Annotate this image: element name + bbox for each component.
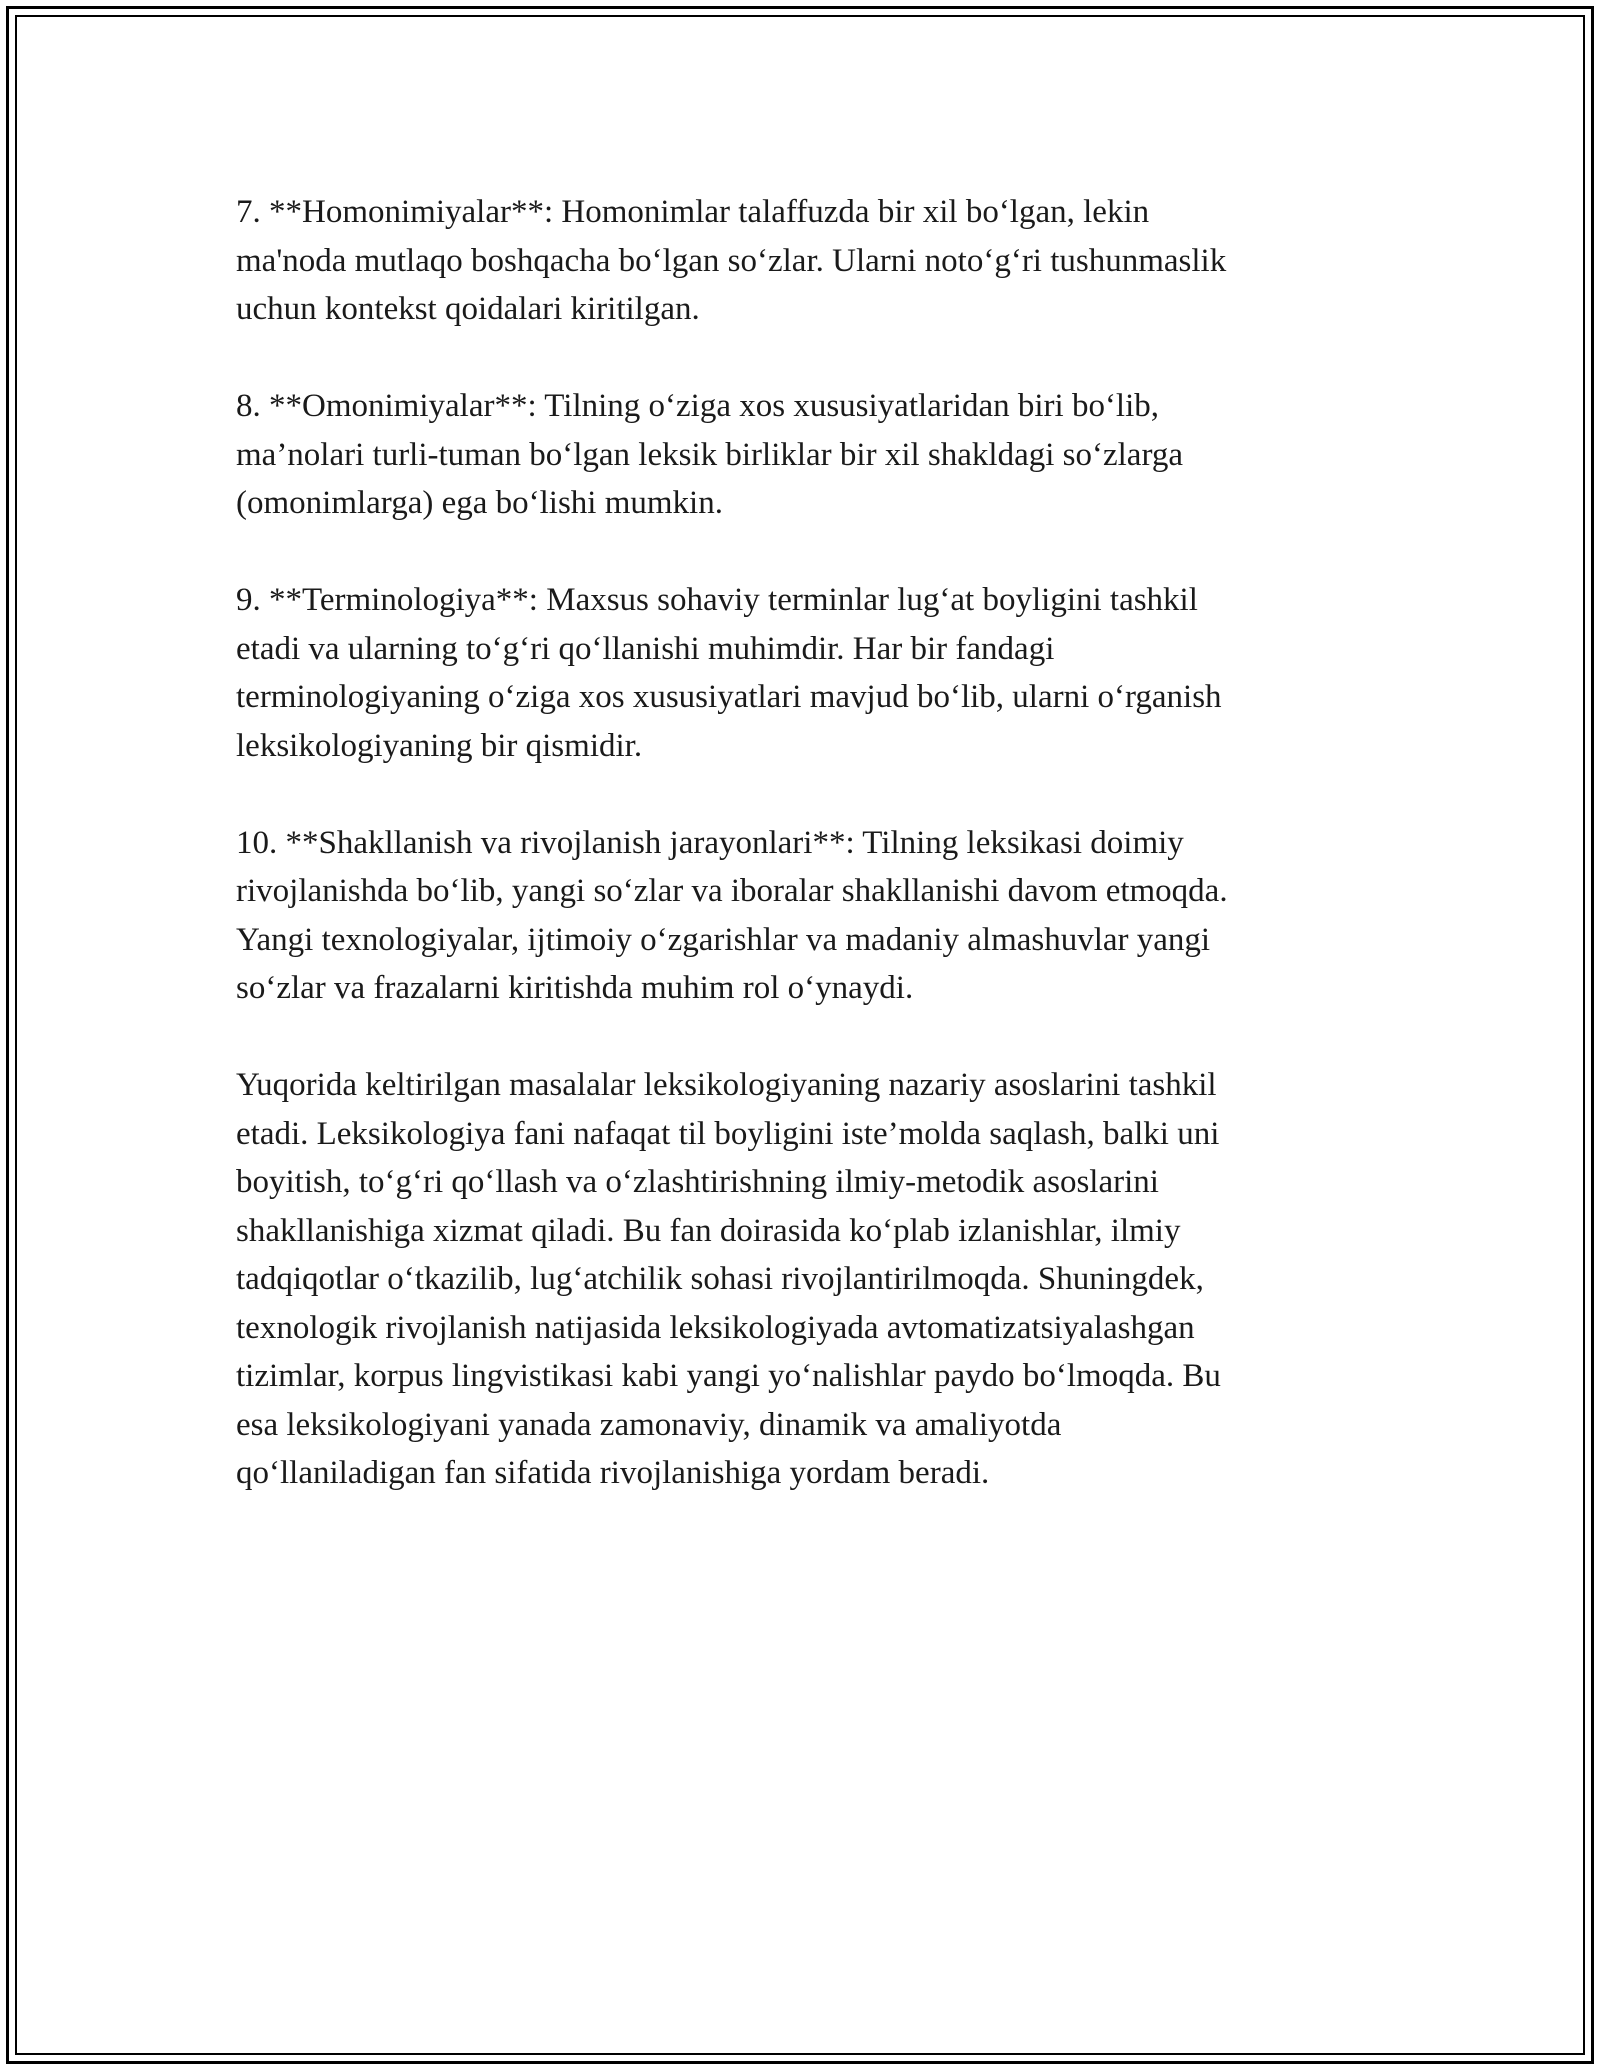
paragraph-terminologiya: 9. **Terminologiya**: Maxsus sohaviy terminlar lug‘at boyligini tashkil etadi va ularning to‘g‘ri qo‘llanishi muhimdir. Har bir fandagi terminologiyaning o‘ziga xos xususiyatlari mavjud bo‘lib, ularni o‘rganish leksikologiyaning bir qismidir. (236, 582, 1222, 764)
paragraph-omonimiyalar: 8. **Omonimiyalar**: Tilning o‘ziga xos xususiyatlaridan biri bo‘lib, ma’nolari turli-tuman bo‘lgan leksik birliklar bir xil shakldagi so‘zlarga (omonimlarga) ega bo‘lishi mumkin. (236, 388, 1183, 521)
paragraph-shakllanish: 10. **Shakllanish va rivojlanish jarayonlari**: Tilning leksikasi doimiy rivojlanishda bo‘lib, yangi so‘zlar va iboralar shakllanishi davom etmoqda. Yangi texnologiyalar, ijtimoiy o‘zgarishlar va madaniy almashuvlar yangi so‘zlar va frazalarni kiritishda muhim rol o‘ynaydi. (236, 824, 1228, 1006)
paragraph-homonimiyalar: 7. **Homonimiyalar**: Homonimlar talaffuzda bir xil bo‘lgan, lekin ma'noda mutlaqo boshqacha bo‘lgan so‘zlar. Ularni noto‘g‘ri tushunmaslik uchun kontekst qoidalari kiritilgan. (236, 194, 1227, 327)
paragraph-conclusion: Yuqorida keltirilgan masalalar leksikologiyaning nazariy asoslarini tashkil etadi. Leksikologiya fani nafaqat til boyligini iste’molda saqlash, balki uni boyitish, to‘g‘ri qo‘llash va o‘zlashtirishning ilmiy-metodik asoslarini shakllanishiga xizmat qiladi. Bu fan doirasida ko‘plab izlanishlar, ilmiy tadqiqotlar o‘tkazilib, lug‘atchilik sohasi rivojlantirilmoqda. Shuningdek, texnologik rivojlanish natijasida leksikologiyada avtomatizatsiyalashgan tizimlar, korpus lingvistikasi kabi yangi yo‘nalishlar paydo bo‘lmoqda. Bu esa leksikologiyani yanada zamonaviy, dinamik va amaliyotda qo‘llaniladigan fan sifatida rivojlanishiga yordam beradi. (236, 1067, 1221, 1491)
document-body (236, 188, 1366, 1546)
